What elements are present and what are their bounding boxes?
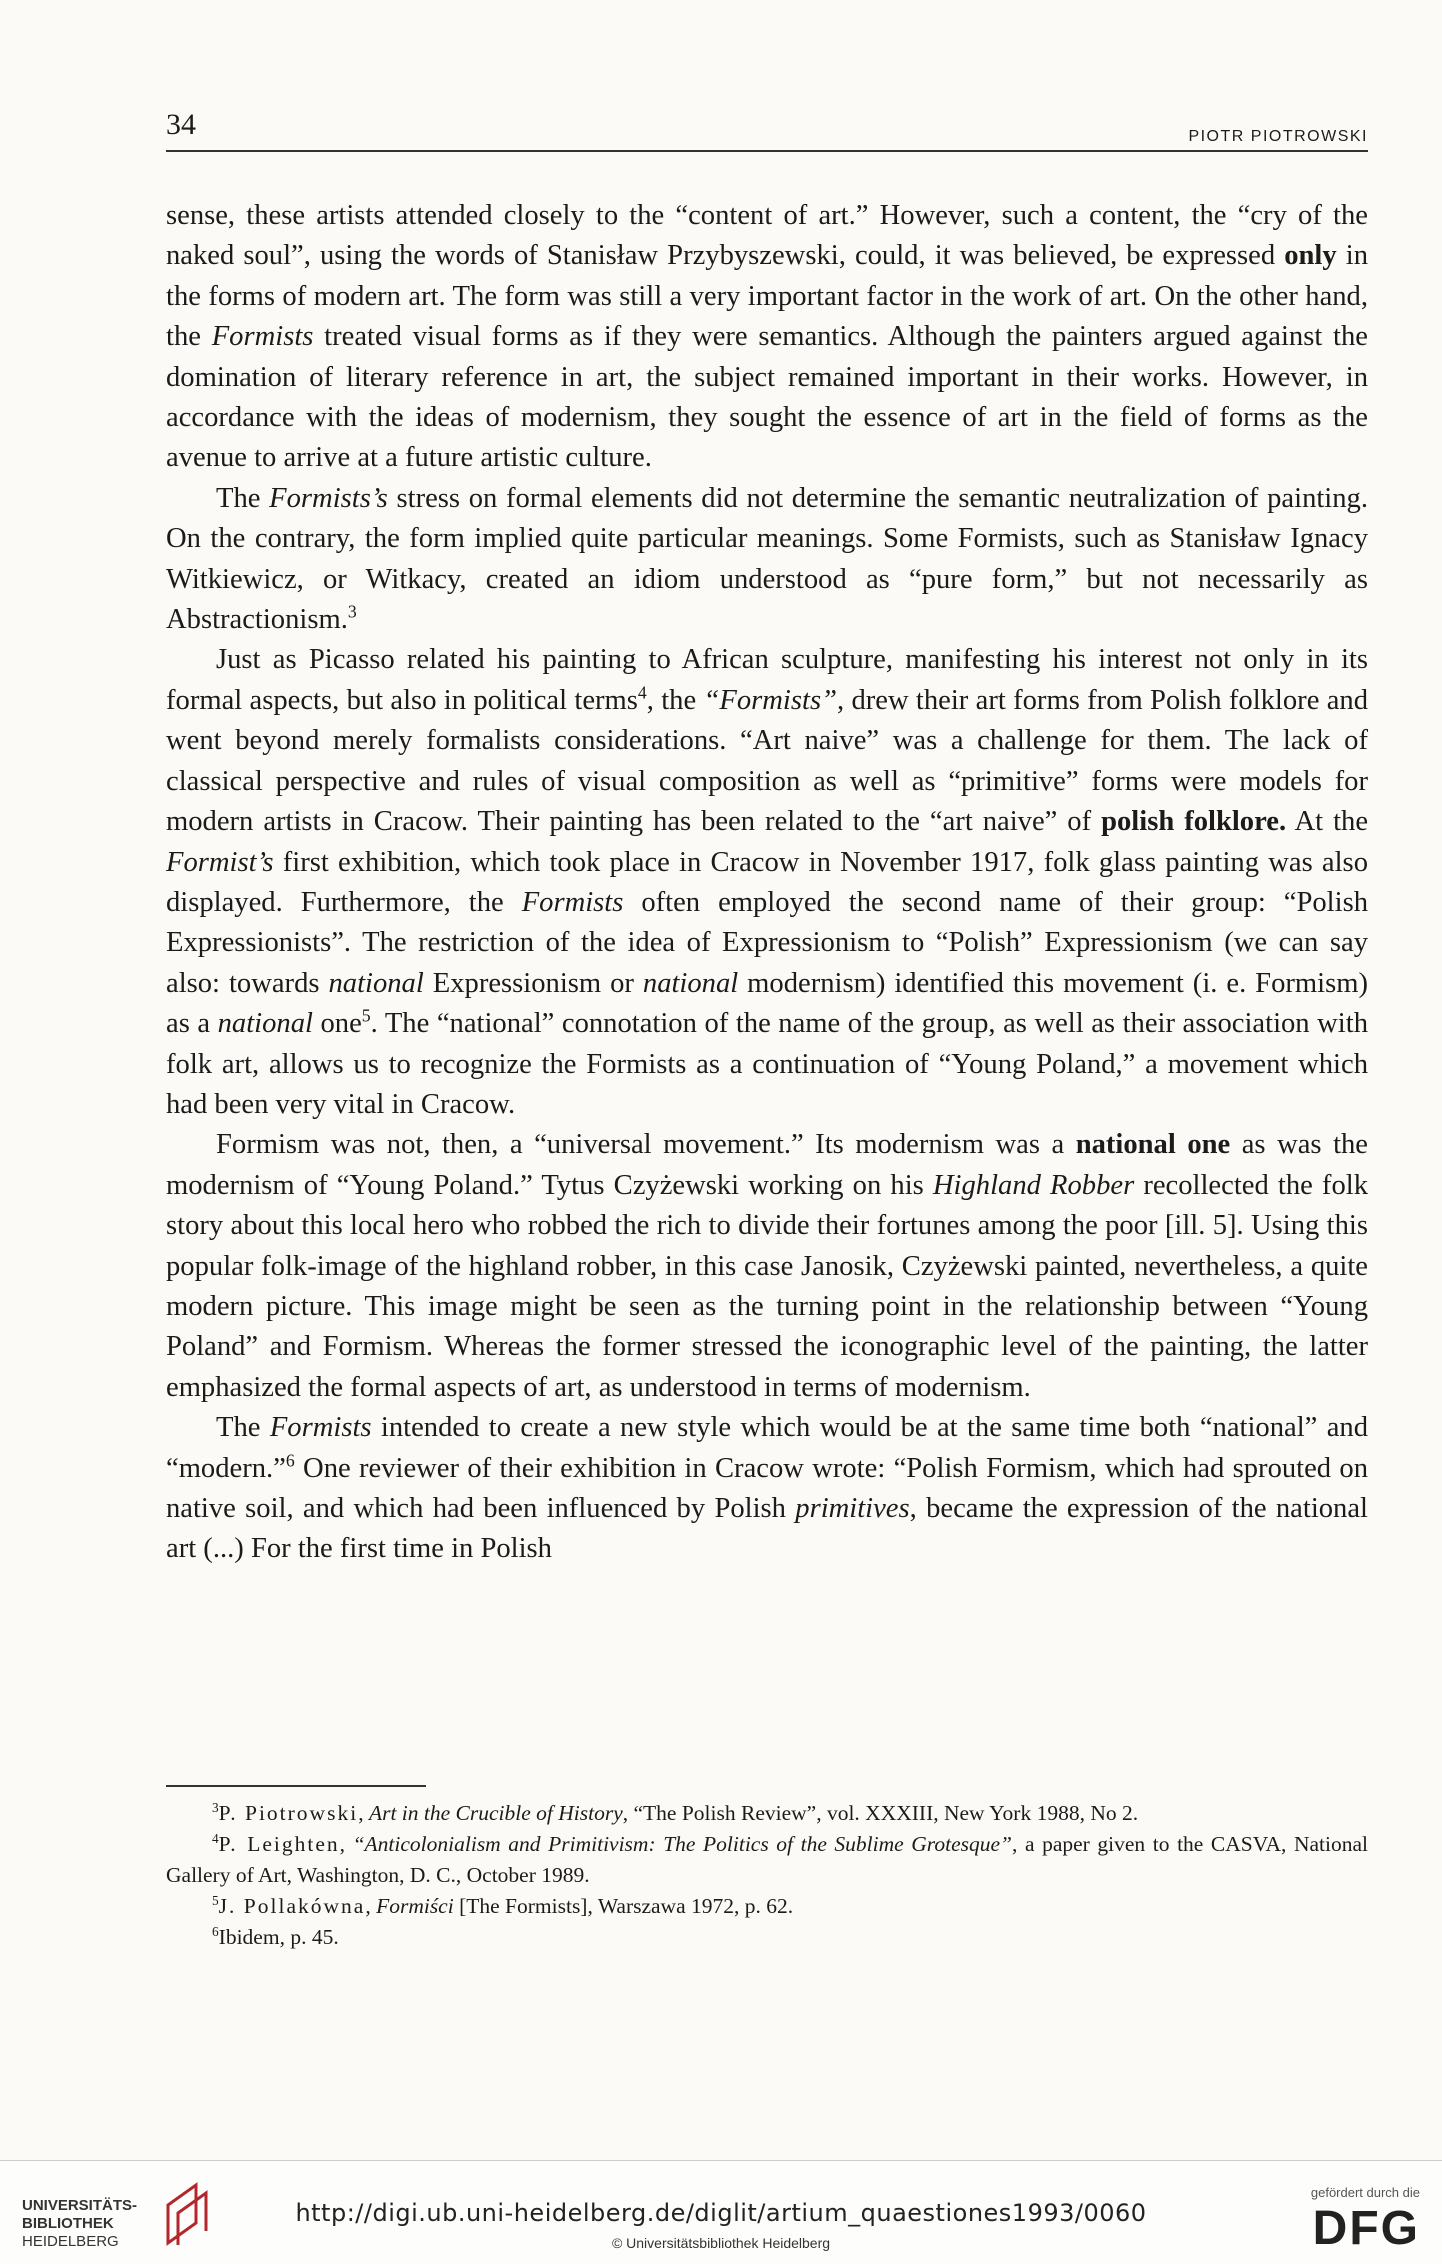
footnote-divider bbox=[166, 1785, 426, 1787]
body-text bbox=[166, 196, 1368, 1570]
paragraph-3: Just as Picasso related his painting to African sculpture, manifesting his interest not only in its formal aspects, but also in political terms$^4$, the “Formists”, drew their art forms from Polish folklore and went beyond merely formalists considerations. “Art naive” was a challenge for them. The lack of classical perspective and rules of visual composition as well as “primitive” forms were models for modern artists in Cracow. Their painting has been related to the “art naive” of polish folklore. At the Formist’s first exhibition, which took place in Cracow in November 1917, folk glass painting was also displayed. Furthermore, the Formists often employed the second name of their group: “Polish Expressionists”. The restriction of the idea of Expressionism to “Polish” Expressionism (we can say also: towards national Expressionism or national modernism) identified this movement (i. e. Formism) as a national one$^5$. The “national” connotation of the name of the group, as well as their association with folk art, allows us to recognize the Formists as a continuation of “Young Poland,” a movement which had been very vital in Cracow. bbox=[166, 644, 1369, 1120]
footnote-6: $^6$Ibidem, p. 45. bbox=[212, 1923, 339, 1949]
footnote-4: $^4$P. Leighten, “Anticolonialism and Primitivism: The Politics of the Sublime Grotesque”, a paper given to the CASVA, National Gallery of Art, Washington, D. C., October 1989. bbox=[166, 1830, 1369, 1887]
page-number: 34 bbox=[166, 108, 196, 141]
page-header bbox=[166, 108, 1368, 152]
footnote-ref-5: 5 bbox=[361, 1005, 371, 1026]
digitization-footer bbox=[0, 2160, 1442, 2264]
footnotes bbox=[166, 1798, 1368, 1953]
dfg-logo: DFG bbox=[1312, 2202, 1420, 2255]
footnote-3: $^3$P. Piotrowski, Art in the Crucible of History, “The Polish Review”, vol. XXXIII, New York 1988, No 2. bbox=[212, 1799, 1139, 1825]
funded-by-label: gefördert durch die bbox=[1310, 2185, 1420, 2200]
footnote-5: $^5$J. Pollakówna, Formiści [The Formists], Warszawa 1972, p. 62. bbox=[212, 1892, 794, 1918]
library-name: UNIVERSITÄTS- BIBLIOTHEK HEIDELBERG bbox=[22, 2197, 138, 2250]
paragraph-5: The Formists intended to create a new style which would be at the same time both “national” and “modern.”$^6$ One reviewer of their exhibition in Cracow wrote: “Polish Formism, which had sprouted on native soil, and which had been influenced by Polish primitives, became the expression of the national art (...) For the first time in Polish bbox=[166, 1412, 1368, 1565]
paragraph-1: sense, these artists attended closely to the “content of art.” However, such a content, the “cry of the naked soul”, using the words of Stanisław Przybyszewski, could, it was believed, be expressed only in the forms of modern art. The form was still a very important factor in the work of art. On the other hand, the Formists treated visual forms as if they were semantics. Although the painters argued against the domination of literary reference in art, the subject remained important in their works. However, in accordance with the ideas of modernism, they sought the essence of art in the field of forms as the avenue to arrive at a future artistic culture. bbox=[166, 200, 1368, 474]
paragraph-2: The Formists’s stress on formal elements did not determine the semantic neutralization of painting. On the contrary, the form implied quite particular meanings. Some Formists, such as Stanisław Ignacy Witkiewicz, or Witkacy, created an idiom understood as “pure form,” but not necessarily as Abstractionism.$^3$ bbox=[166, 482, 1368, 636]
paragraph-4: Formism was not, then, a “universal movement.” Its modernism was a national one as was the modernism of “Young Poland.” Tytus Czyżewski working on his Highland Robber recollected the folk story about this local hero who robbed the rich to divide their fortunes among the poor [ill. 5]. Using this popular folk-image of the highland robber, in this case Janosik, Czyżewski painted, nevertheless, a quite modern picture. This image might be seen as the turning point in the relationship between “Young Poland” and Formism. Whereas the former stressed the iconographic level of the painting, the latter emphasized the formal aspects of art, as understood in terms of modernism. bbox=[166, 1129, 1368, 1403]
footnote-ref-4: 4 bbox=[637, 682, 647, 703]
copyright-notice: © Universitätsbibliothek Heidelberg bbox=[611, 2235, 831, 2251]
footnote-ref-3: 3 bbox=[347, 601, 357, 622]
source-url-link[interactable]: http://digi.ub.uni-heidelberg.de/diglit/artium_quaestiones1993/0060 bbox=[295, 2199, 1147, 2227]
running-head: PIOTR PIOTROWSKI bbox=[1188, 128, 1368, 145]
footnote-ref-6: 6 bbox=[285, 1450, 295, 1471]
